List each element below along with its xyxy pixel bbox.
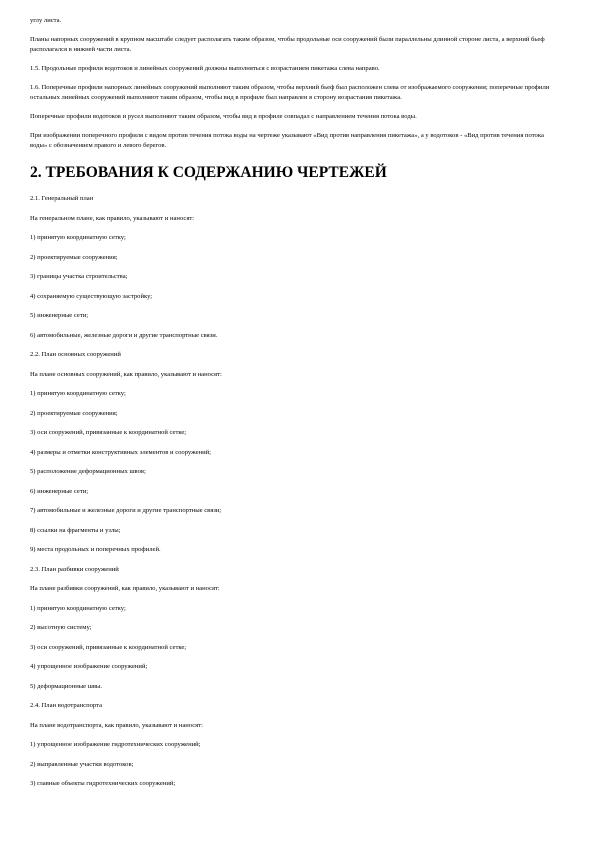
list-item: 4) сохраняемую существующую застройку; bbox=[30, 292, 153, 300]
intro-paragraph-5: При изображении поперечного профиля с видом против течения потока воды на чертеже указывают «Вид против направления пикетажа», а у водотоков - «Вид против течения потока воды» с обозначением правого и левого берегов. bbox=[30, 132, 544, 149]
list-item: 8) ссылки на фрагменты и узлы; bbox=[30, 526, 121, 534]
list-item: 6) инженерные сети; bbox=[30, 487, 89, 495]
list-item: 4) упрощенное изображение сооружений; bbox=[30, 663, 148, 670]
list-item: 2) проектируемые сооружения; bbox=[30, 409, 118, 417]
list-item: 5) инженерные сети; bbox=[30, 312, 89, 319]
list-item: 3) оси сооружений, привязанные к координатной сетке; bbox=[30, 643, 187, 651]
water-plan-heading: 2.4. План водотранспорта bbox=[30, 702, 102, 709]
list-item: 9) места продольных и поперечных профилей. bbox=[30, 546, 161, 553]
list-item: 1) упрощенное изображение гидротехнических сооружений; bbox=[30, 741, 201, 748]
intro-paragraph-1: Планы напорных сооружений в крупном масштабе следует располагать таким образом, чтобы продольные оси сооружений были параллельны длинной стороне листа, а верхний бьеф располагался в нижней части листа. bbox=[30, 36, 545, 53]
breakdown-plan-heading: 2.3. План разбивки сооружений bbox=[30, 565, 119, 573]
breakdown-plan-lead: На плане разбивки сооружений, как правило, указывают и наносят: bbox=[30, 585, 220, 592]
list-item: 3) главные объекты гидротехнических сооружений; bbox=[30, 780, 176, 787]
list-item: 1) принятую координатную сетку; bbox=[30, 234, 126, 241]
intro-paragraph-4: Поперечные профили водотоков и русел выполняют таким образом, чтобы вид в профиле совпадал с направлением течения потока воды. bbox=[30, 113, 417, 120]
list-item: 3) границы участка строительства; bbox=[30, 273, 128, 280]
list-item: 2) проектируемые сооружения; bbox=[30, 253, 118, 261]
general-plan-heading: 2.1. Генеральный план bbox=[30, 195, 94, 202]
water-plan-lead: На плане водотранспорта, как правило, указывают и наносят: bbox=[30, 721, 203, 729]
intro-paragraph-2: 1.5. Продольные профили водотоков и линейных сооружений должны выполняться с возрастанием пикетажа слева направо. bbox=[30, 65, 380, 72]
list-item: 5) деформационные швы. bbox=[30, 682, 103, 690]
list-item: 2) высотную систему; bbox=[30, 624, 92, 631]
intro-top-line: углу листа. bbox=[30, 17, 62, 24]
list-item: 6) автомобильные, железные дороги и другие транспортные связи. bbox=[30, 331, 218, 339]
section-title: 2. ТРЕБОВАНИЯ К СОДЕРЖАНИЮ ЧЕРТЕЖЕЙ bbox=[30, 164, 387, 181]
intro-paragraph-3: 1.6. Поперечные профили напорных линейных сооружений выполняют таким образом, чтобы верхний бьеф был расположен слева от изображаемого сооружения; поперечные профили остальных линейных сооружений выполняют таким образом, чтобы вид в профиле был направлен в сторону возрастания пикетажа. bbox=[30, 84, 550, 101]
general-plan-lead: На генеральном плане, как правило, указывают и наносят: bbox=[30, 214, 195, 222]
main-plan-heading: 2.2. План основных сооружений bbox=[30, 351, 121, 358]
list-item: 1) принятую координатную сетку; bbox=[30, 604, 126, 612]
list-item: 5) расположение деформационных швов; bbox=[30, 468, 146, 475]
list-item: 4) размеры и отметки конструктивных элементов и сооружений; bbox=[30, 448, 211, 456]
main-plan-lead: На плане основных сооружений, как правило, указывают и наносят: bbox=[30, 370, 222, 378]
general-plan-section bbox=[30, 194, 559, 789]
list-item: 2) выправленные участки водотоков; bbox=[30, 760, 134, 768]
list-item: 3) оси сооружений, привязанные к координатной сетке; bbox=[30, 429, 187, 436]
list-item: 1) принятую координатную сетку; bbox=[30, 390, 126, 397]
list-item: 7) автомобильные и железные дороги и другие транспортные связи; bbox=[30, 507, 222, 514]
